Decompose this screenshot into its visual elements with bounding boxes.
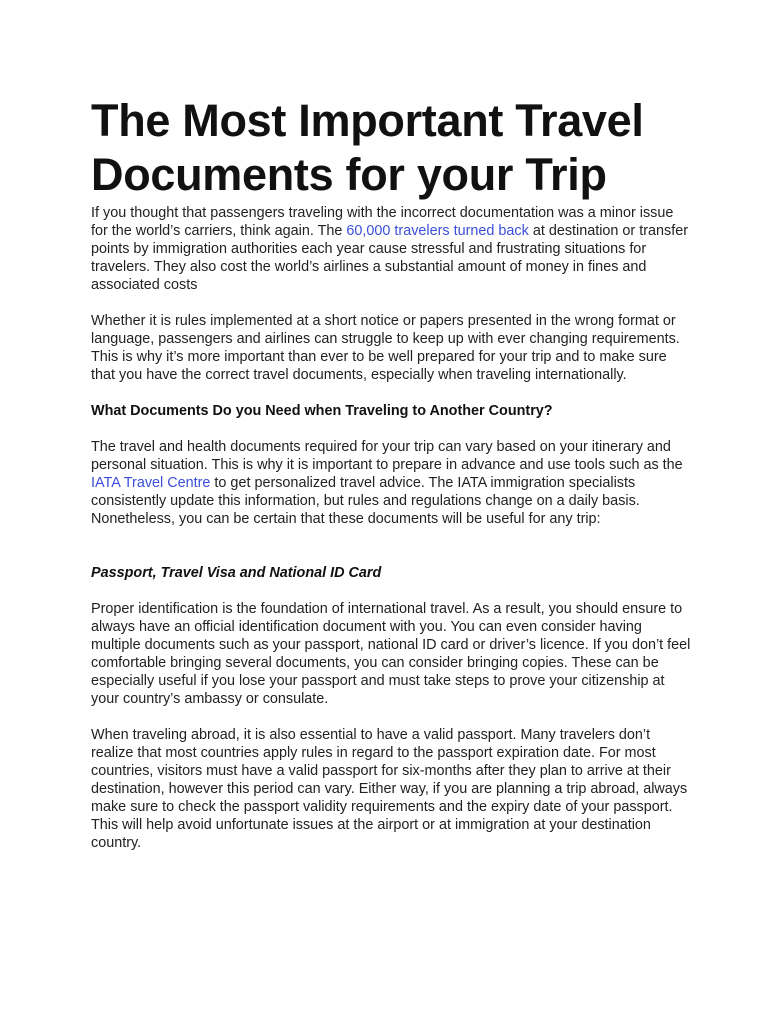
document-page (91, 94, 691, 852)
intro-paragraph (91, 204, 691, 294)
intro-text-end: at destination or transfer points by immigration authorities each year cause stressful and frustrating situations for travelers. They also cost the world’s airlines a substantial amount of money in fines and associated costs (91, 223, 689, 293)
section-heading-passport: Passport, Travel Visa and National ID Card (91, 565, 382, 581)
documents-paragraph (91, 438, 691, 528)
article-title: The Most Important Travel Documents for your Trip (91, 95, 644, 200)
documents-text-start: The travel and health documents required for your trip can vary based on your itinerary and personal situation. This is why it is important to prepare in advance and use tools such as the (91, 439, 683, 473)
intro-text-start: If you thought that passengers traveling with the incorrect documentation was a minor issue for the world’s carriers, think again. The (91, 205, 674, 239)
identification-paragraph: Proper identification is the foundation of international travel. As a result, you should ensure to always have an official identification document with you. You can even consider having multiple documents such as your passport, national ID card or driver’s licence. If you don’t feel comfortable bringing several documents, you can consider bringing copies. These can be especially useful if you lose your passport and must take steps to prove your citizenship at your country’s ambassy or consulate. (91, 601, 691, 707)
passport-validity-paragraph: When traveling abroad, it is also essential to have a valid passport. Many travelers don’t realize that most countries apply rules in regard to the passport expiration date. For most countries, visitors must have a valid passport for six-months after they plan to arrive at their destination, however this period can vary. Either way, if you are planning a trip abroad, always make sure to check the passport validity requirements and the expiry date of your passport. This will help avoid unfortunate issues at the airport or at immigration at your destination country. (91, 727, 688, 851)
section-heading-documents: What Documents Do you Need when Traveling to Another Country? (91, 403, 553, 419)
iata-travel-centre-link[interactable]: IATA Travel Centre (91, 475, 211, 491)
travelers-turned-back-link[interactable]: 60,000 travelers turned back (346, 223, 529, 239)
preparation-paragraph: Whether it is rules implemented at a short notice or papers presented in the wrong format or language, passengers and airlines can struggle to keep up with ever changing requirements. This is why it’s more important than ever to be well prepared for your trip and to make sure that you have the correct travel documents, especially when traveling internationally. (91, 313, 680, 383)
documents-text-end: to get personalized travel advice. The IATA immigration specialists consistently update this information, but rules and regulations change on a daily basis. Nonetheless, you can be certain that these documents will be useful for any trip: (91, 475, 640, 527)
